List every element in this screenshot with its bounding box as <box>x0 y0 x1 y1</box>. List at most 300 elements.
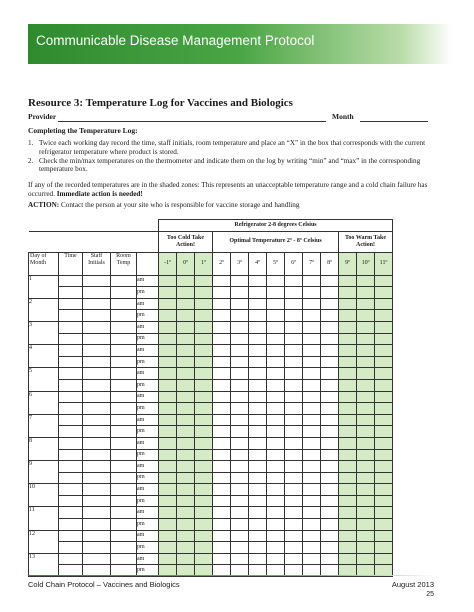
temperature-cell[interactable] <box>159 275 177 287</box>
temperature-cell[interactable] <box>285 321 303 333</box>
temperature-cell[interactable] <box>357 379 375 391</box>
temperature-cell[interactable] <box>303 437 321 449</box>
room-temp-cell[interactable] <box>111 298 137 310</box>
temperature-cell[interactable] <box>195 495 213 507</box>
temperature-cell[interactable] <box>213 321 231 333</box>
temperature-cell[interactable] <box>375 298 393 310</box>
temperature-cell[interactable] <box>321 426 339 438</box>
temperature-cell[interactable] <box>321 391 339 403</box>
temperature-cell[interactable] <box>303 310 321 322</box>
temperature-cell[interactable] <box>321 298 339 310</box>
temperature-cell[interactable] <box>285 461 303 473</box>
temperature-cell[interactable] <box>177 519 195 531</box>
temperature-cell[interactable] <box>339 356 357 368</box>
temperature-cell[interactable] <box>195 403 213 415</box>
temperature-cell[interactable] <box>357 391 375 403</box>
temperature-cell[interactable] <box>285 356 303 368</box>
temperature-cell[interactable] <box>213 553 231 565</box>
temperature-cell[interactable] <box>375 379 393 391</box>
temperature-cell[interactable] <box>231 356 249 368</box>
room-temp-cell[interactable] <box>111 333 137 345</box>
room-temp-cell[interactable] <box>111 542 137 554</box>
staff-initials-cell[interactable] <box>83 333 111 345</box>
temperature-cell[interactable] <box>177 542 195 554</box>
time-cell[interactable] <box>59 507 83 519</box>
temperature-cell[interactable] <box>159 414 177 426</box>
temperature-cell[interactable] <box>285 403 303 415</box>
temperature-cell[interactable] <box>267 495 285 507</box>
temperature-cell[interactable] <box>339 298 357 310</box>
time-cell[interactable] <box>59 310 83 322</box>
temperature-cell[interactable] <box>375 403 393 415</box>
temperature-cell[interactable] <box>357 495 375 507</box>
temperature-cell[interactable] <box>285 426 303 438</box>
time-cell[interactable] <box>59 403 83 415</box>
temperature-cell[interactable] <box>303 461 321 473</box>
temperature-cell[interactable] <box>177 391 195 403</box>
temperature-cell[interactable] <box>339 530 357 542</box>
time-cell[interactable] <box>59 321 83 333</box>
temperature-cell[interactable] <box>357 345 375 357</box>
time-cell[interactable] <box>59 553 83 565</box>
temperature-cell[interactable] <box>195 553 213 565</box>
time-cell[interactable] <box>59 437 83 449</box>
temperature-cell[interactable] <box>213 310 231 322</box>
temperature-cell[interactable] <box>159 403 177 415</box>
temperature-cell[interactable] <box>159 368 177 380</box>
temperature-cell[interactable] <box>303 345 321 357</box>
temperature-cell[interactable] <box>267 426 285 438</box>
provider-field-line[interactable] <box>58 121 326 122</box>
temperature-cell[interactable] <box>339 310 357 322</box>
temperature-cell[interactable] <box>267 379 285 391</box>
temperature-cell[interactable] <box>321 356 339 368</box>
temperature-cell[interactable] <box>195 519 213 531</box>
time-cell[interactable] <box>59 391 83 403</box>
staff-initials-cell[interactable] <box>83 449 111 461</box>
temperature-cell[interactable] <box>357 298 375 310</box>
temperature-cell[interactable] <box>375 356 393 368</box>
temperature-cell[interactable] <box>213 379 231 391</box>
time-cell[interactable] <box>59 333 83 345</box>
temperature-cell[interactable] <box>357 472 375 484</box>
temperature-cell[interactable] <box>285 495 303 507</box>
temperature-cell[interactable] <box>375 542 393 554</box>
temperature-cell[interactable] <box>195 414 213 426</box>
temperature-cell[interactable] <box>339 542 357 554</box>
temperature-cell[interactable] <box>285 287 303 299</box>
temperature-cell[interactable] <box>249 472 267 484</box>
room-temp-cell[interactable] <box>111 287 137 299</box>
temperature-cell[interactable] <box>159 484 177 496</box>
staff-initials-cell[interactable] <box>83 287 111 299</box>
temperature-cell[interactable] <box>321 379 339 391</box>
temperature-cell[interactable] <box>159 379 177 391</box>
temperature-cell[interactable] <box>375 530 393 542</box>
staff-initials-cell[interactable] <box>83 403 111 415</box>
temperature-cell[interactable] <box>249 356 267 368</box>
temperature-cell[interactable] <box>285 298 303 310</box>
temperature-cell[interactable] <box>321 472 339 484</box>
temperature-cell[interactable] <box>231 391 249 403</box>
temperature-cell[interactable] <box>303 426 321 438</box>
temperature-cell[interactable] <box>231 553 249 565</box>
temperature-cell[interactable] <box>159 356 177 368</box>
temperature-cell[interactable] <box>267 356 285 368</box>
temperature-cell[interactable] <box>375 333 393 345</box>
staff-initials-cell[interactable] <box>83 484 111 496</box>
temperature-cell[interactable] <box>303 403 321 415</box>
temperature-cell[interactable] <box>249 345 267 357</box>
temperature-cell[interactable] <box>231 368 249 380</box>
temperature-cell[interactable] <box>231 333 249 345</box>
temperature-cell[interactable] <box>375 437 393 449</box>
temperature-cell[interactable] <box>303 391 321 403</box>
temperature-cell[interactable] <box>357 368 375 380</box>
temperature-cell[interactable] <box>177 553 195 565</box>
temperature-cell[interactable] <box>213 519 231 531</box>
time-cell[interactable] <box>59 484 83 496</box>
temperature-cell[interactable] <box>195 484 213 496</box>
temperature-cell[interactable] <box>177 321 195 333</box>
staff-initials-cell[interactable] <box>83 472 111 484</box>
time-cell[interactable] <box>59 368 83 380</box>
temperature-cell[interactable] <box>195 507 213 519</box>
time-cell[interactable] <box>59 426 83 438</box>
temperature-cell[interactable] <box>285 345 303 357</box>
temperature-cell[interactable] <box>159 310 177 322</box>
temperature-cell[interactable] <box>321 310 339 322</box>
time-cell[interactable] <box>59 530 83 542</box>
temperature-cell[interactable] <box>231 426 249 438</box>
temperature-cell[interactable] <box>267 275 285 287</box>
temperature-cell[interactable] <box>339 484 357 496</box>
temperature-cell[interactable] <box>231 345 249 357</box>
temperature-cell[interactable] <box>213 403 231 415</box>
temperature-cell[interactable] <box>375 519 393 531</box>
temperature-cell[interactable] <box>267 414 285 426</box>
temperature-cell[interactable] <box>213 461 231 473</box>
temperature-cell[interactable] <box>231 495 249 507</box>
temperature-cell[interactable] <box>285 553 303 565</box>
temperature-cell[interactable] <box>303 298 321 310</box>
temperature-cell[interactable] <box>249 287 267 299</box>
temperature-cell[interactable] <box>249 484 267 496</box>
room-temp-cell[interactable] <box>111 321 137 333</box>
temperature-cell[interactable] <box>303 414 321 426</box>
temperature-cell[interactable] <box>213 437 231 449</box>
temperature-cell[interactable] <box>285 530 303 542</box>
temperature-cell[interactable] <box>159 519 177 531</box>
temperature-cell[interactable] <box>357 275 375 287</box>
temperature-cell[interactable] <box>303 553 321 565</box>
temperature-cell[interactable] <box>231 507 249 519</box>
time-cell[interactable] <box>59 356 83 368</box>
temperature-cell[interactable] <box>321 414 339 426</box>
temperature-cell[interactable] <box>249 333 267 345</box>
temperature-cell[interactable] <box>267 484 285 496</box>
temperature-cell[interactable] <box>213 484 231 496</box>
temperature-cell[interactable] <box>321 403 339 415</box>
room-temp-cell[interactable] <box>111 368 137 380</box>
temperature-cell[interactable] <box>267 391 285 403</box>
temperature-cell[interactable] <box>303 333 321 345</box>
room-temp-cell[interactable] <box>111 356 137 368</box>
temperature-cell[interactable] <box>357 530 375 542</box>
room-temp-cell[interactable] <box>111 484 137 496</box>
time-cell[interactable] <box>59 542 83 554</box>
temperature-cell[interactable] <box>231 275 249 287</box>
temperature-cell[interactable] <box>249 519 267 531</box>
temperature-cell[interactable] <box>159 542 177 554</box>
temperature-cell[interactable] <box>303 321 321 333</box>
time-cell[interactable] <box>59 449 83 461</box>
temperature-cell[interactable] <box>267 530 285 542</box>
temperature-cell[interactable] <box>267 345 285 357</box>
time-cell[interactable] <box>59 519 83 531</box>
temperature-cell[interactable] <box>321 519 339 531</box>
temperature-cell[interactable] <box>375 275 393 287</box>
staff-initials-cell[interactable] <box>83 495 111 507</box>
temperature-cell[interactable] <box>213 391 231 403</box>
temperature-cell[interactable] <box>177 472 195 484</box>
temperature-cell[interactable] <box>231 449 249 461</box>
temperature-cell[interactable] <box>159 287 177 299</box>
temperature-cell[interactable] <box>177 298 195 310</box>
temperature-cell[interactable] <box>177 507 195 519</box>
temperature-cell[interactable] <box>213 275 231 287</box>
temperature-cell[interactable] <box>231 542 249 554</box>
temperature-cell[interactable] <box>231 414 249 426</box>
temperature-cell[interactable] <box>303 449 321 461</box>
temperature-cell[interactable] <box>339 333 357 345</box>
temperature-cell[interactable] <box>249 530 267 542</box>
temperature-cell[interactable] <box>249 495 267 507</box>
temperature-cell[interactable] <box>159 449 177 461</box>
temperature-cell[interactable] <box>339 437 357 449</box>
temperature-cell[interactable] <box>267 310 285 322</box>
temperature-cell[interactable] <box>339 472 357 484</box>
temperature-cell[interactable] <box>339 519 357 531</box>
time-cell[interactable] <box>59 345 83 357</box>
temperature-cell[interactable] <box>303 472 321 484</box>
temperature-cell[interactable] <box>195 321 213 333</box>
temperature-cell[interactable] <box>249 437 267 449</box>
temperature-cell[interactable] <box>321 368 339 380</box>
room-temp-cell[interactable] <box>111 507 137 519</box>
temperature-cell[interactable] <box>267 461 285 473</box>
temperature-cell[interactable] <box>159 472 177 484</box>
temperature-cell[interactable] <box>285 472 303 484</box>
temperature-cell[interactable] <box>159 391 177 403</box>
temperature-cell[interactable] <box>213 507 231 519</box>
temperature-cell[interactable] <box>231 530 249 542</box>
time-cell[interactable] <box>59 472 83 484</box>
temperature-cell[interactable] <box>357 449 375 461</box>
temperature-cell[interactable] <box>285 379 303 391</box>
temperature-cell[interactable] <box>249 391 267 403</box>
room-temp-cell[interactable] <box>111 530 137 542</box>
temperature-cell[interactable] <box>249 321 267 333</box>
temperature-cell[interactable] <box>321 495 339 507</box>
temperature-cell[interactable] <box>249 426 267 438</box>
temperature-cell[interactable] <box>375 345 393 357</box>
temperature-cell[interactable] <box>321 321 339 333</box>
staff-initials-cell[interactable] <box>83 275 111 287</box>
temperature-cell[interactable] <box>267 368 285 380</box>
temperature-cell[interactable] <box>285 484 303 496</box>
staff-initials-cell[interactable] <box>83 298 111 310</box>
temperature-cell[interactable] <box>177 437 195 449</box>
temperature-cell[interactable] <box>375 426 393 438</box>
temperature-cell[interactable] <box>303 530 321 542</box>
temperature-cell[interactable] <box>285 333 303 345</box>
staff-initials-cell[interactable] <box>83 519 111 531</box>
temperature-cell[interactable] <box>357 310 375 322</box>
staff-initials-cell[interactable] <box>83 368 111 380</box>
temperature-cell[interactable] <box>249 368 267 380</box>
temperature-cell[interactable] <box>321 437 339 449</box>
time-cell[interactable] <box>59 461 83 473</box>
temperature-cell[interactable] <box>339 553 357 565</box>
temperature-cell[interactable] <box>321 507 339 519</box>
temperature-cell[interactable] <box>231 310 249 322</box>
temperature-cell[interactable] <box>267 507 285 519</box>
temperature-cell[interactable] <box>195 287 213 299</box>
room-temp-cell[interactable] <box>111 275 137 287</box>
temperature-cell[interactable] <box>231 321 249 333</box>
temperature-cell[interactable] <box>159 437 177 449</box>
temperature-cell[interactable] <box>357 553 375 565</box>
month-field-line[interactable] <box>360 121 428 122</box>
temperature-cell[interactable] <box>339 495 357 507</box>
temperature-cell[interactable] <box>249 310 267 322</box>
room-temp-cell[interactable] <box>111 426 137 438</box>
temperature-cell[interactable] <box>195 437 213 449</box>
room-temp-cell[interactable] <box>111 379 137 391</box>
temperature-cell[interactable] <box>177 461 195 473</box>
temperature-cell[interactable] <box>267 298 285 310</box>
temperature-cell[interactable] <box>303 495 321 507</box>
temperature-cell[interactable] <box>285 275 303 287</box>
temperature-cell[interactable] <box>357 356 375 368</box>
temperature-cell[interactable] <box>339 275 357 287</box>
time-cell[interactable] <box>59 495 83 507</box>
temperature-cell[interactable] <box>195 449 213 461</box>
temperature-cell[interactable] <box>267 519 285 531</box>
temperature-cell[interactable] <box>357 414 375 426</box>
staff-initials-cell[interactable] <box>83 530 111 542</box>
temperature-cell[interactable] <box>267 321 285 333</box>
temperature-cell[interactable] <box>375 507 393 519</box>
temperature-cell[interactable] <box>357 426 375 438</box>
staff-initials-cell[interactable] <box>83 461 111 473</box>
temperature-cell[interactable] <box>285 310 303 322</box>
temperature-cell[interactable] <box>195 461 213 473</box>
temperature-cell[interactable] <box>303 379 321 391</box>
temperature-cell[interactable] <box>303 507 321 519</box>
temperature-cell[interactable] <box>249 403 267 415</box>
temperature-cell[interactable] <box>285 368 303 380</box>
temperature-cell[interactable] <box>357 321 375 333</box>
temperature-cell[interactable] <box>177 275 195 287</box>
temperature-cell[interactable] <box>249 542 267 554</box>
temperature-cell[interactable] <box>357 484 375 496</box>
temperature-cell[interactable] <box>213 298 231 310</box>
temperature-cell[interactable] <box>231 519 249 531</box>
temperature-cell[interactable] <box>213 495 231 507</box>
temperature-cell[interactable] <box>177 333 195 345</box>
temperature-cell[interactable] <box>285 437 303 449</box>
temperature-cell[interactable] <box>177 287 195 299</box>
temperature-cell[interactable] <box>213 530 231 542</box>
room-temp-cell[interactable] <box>111 391 137 403</box>
temperature-cell[interactable] <box>321 484 339 496</box>
temperature-cell[interactable] <box>177 403 195 415</box>
room-temp-cell[interactable] <box>111 495 137 507</box>
temperature-cell[interactable] <box>213 414 231 426</box>
temperature-cell[interactable] <box>267 542 285 554</box>
temperature-cell[interactable] <box>321 333 339 345</box>
time-cell[interactable] <box>59 379 83 391</box>
temperature-cell[interactable] <box>285 542 303 554</box>
temperature-cell[interactable] <box>249 275 267 287</box>
staff-initials-cell[interactable] <box>83 437 111 449</box>
temperature-cell[interactable] <box>177 379 195 391</box>
temperature-cell[interactable] <box>303 484 321 496</box>
temperature-cell[interactable] <box>213 356 231 368</box>
time-cell[interactable] <box>59 298 83 310</box>
temperature-cell[interactable] <box>195 310 213 322</box>
temperature-cell[interactable] <box>177 345 195 357</box>
temperature-cell[interactable] <box>321 530 339 542</box>
temperature-cell[interactable] <box>213 426 231 438</box>
temperature-cell[interactable] <box>159 553 177 565</box>
temperature-cell[interactable] <box>339 287 357 299</box>
temperature-cell[interactable] <box>375 495 393 507</box>
temperature-cell[interactable] <box>159 321 177 333</box>
temperature-cell[interactable] <box>321 345 339 357</box>
room-temp-cell[interactable] <box>111 437 137 449</box>
staff-initials-cell[interactable] <box>83 345 111 357</box>
temperature-cell[interactable] <box>357 333 375 345</box>
temperature-cell[interactable] <box>267 449 285 461</box>
temperature-cell[interactable] <box>195 345 213 357</box>
temperature-cell[interactable] <box>249 449 267 461</box>
room-temp-cell[interactable] <box>111 414 137 426</box>
temperature-cell[interactable] <box>177 530 195 542</box>
temperature-cell[interactable] <box>375 391 393 403</box>
temperature-cell[interactable] <box>339 403 357 415</box>
temperature-cell[interactable] <box>375 553 393 565</box>
temperature-cell[interactable] <box>249 298 267 310</box>
temperature-cell[interactable] <box>177 368 195 380</box>
temperature-cell[interactable] <box>375 414 393 426</box>
temperature-cell[interactable] <box>339 391 357 403</box>
temperature-cell[interactable] <box>339 321 357 333</box>
temperature-cell[interactable] <box>285 414 303 426</box>
temperature-cell[interactable] <box>159 426 177 438</box>
time-cell[interactable] <box>59 275 83 287</box>
temperature-cell[interactable] <box>339 426 357 438</box>
temperature-cell[interactable] <box>177 310 195 322</box>
temperature-cell[interactable] <box>339 449 357 461</box>
temperature-cell[interactable] <box>195 298 213 310</box>
temperature-cell[interactable] <box>339 345 357 357</box>
temperature-cell[interactable] <box>231 403 249 415</box>
temperature-cell[interactable] <box>339 368 357 380</box>
temperature-cell[interactable] <box>375 321 393 333</box>
